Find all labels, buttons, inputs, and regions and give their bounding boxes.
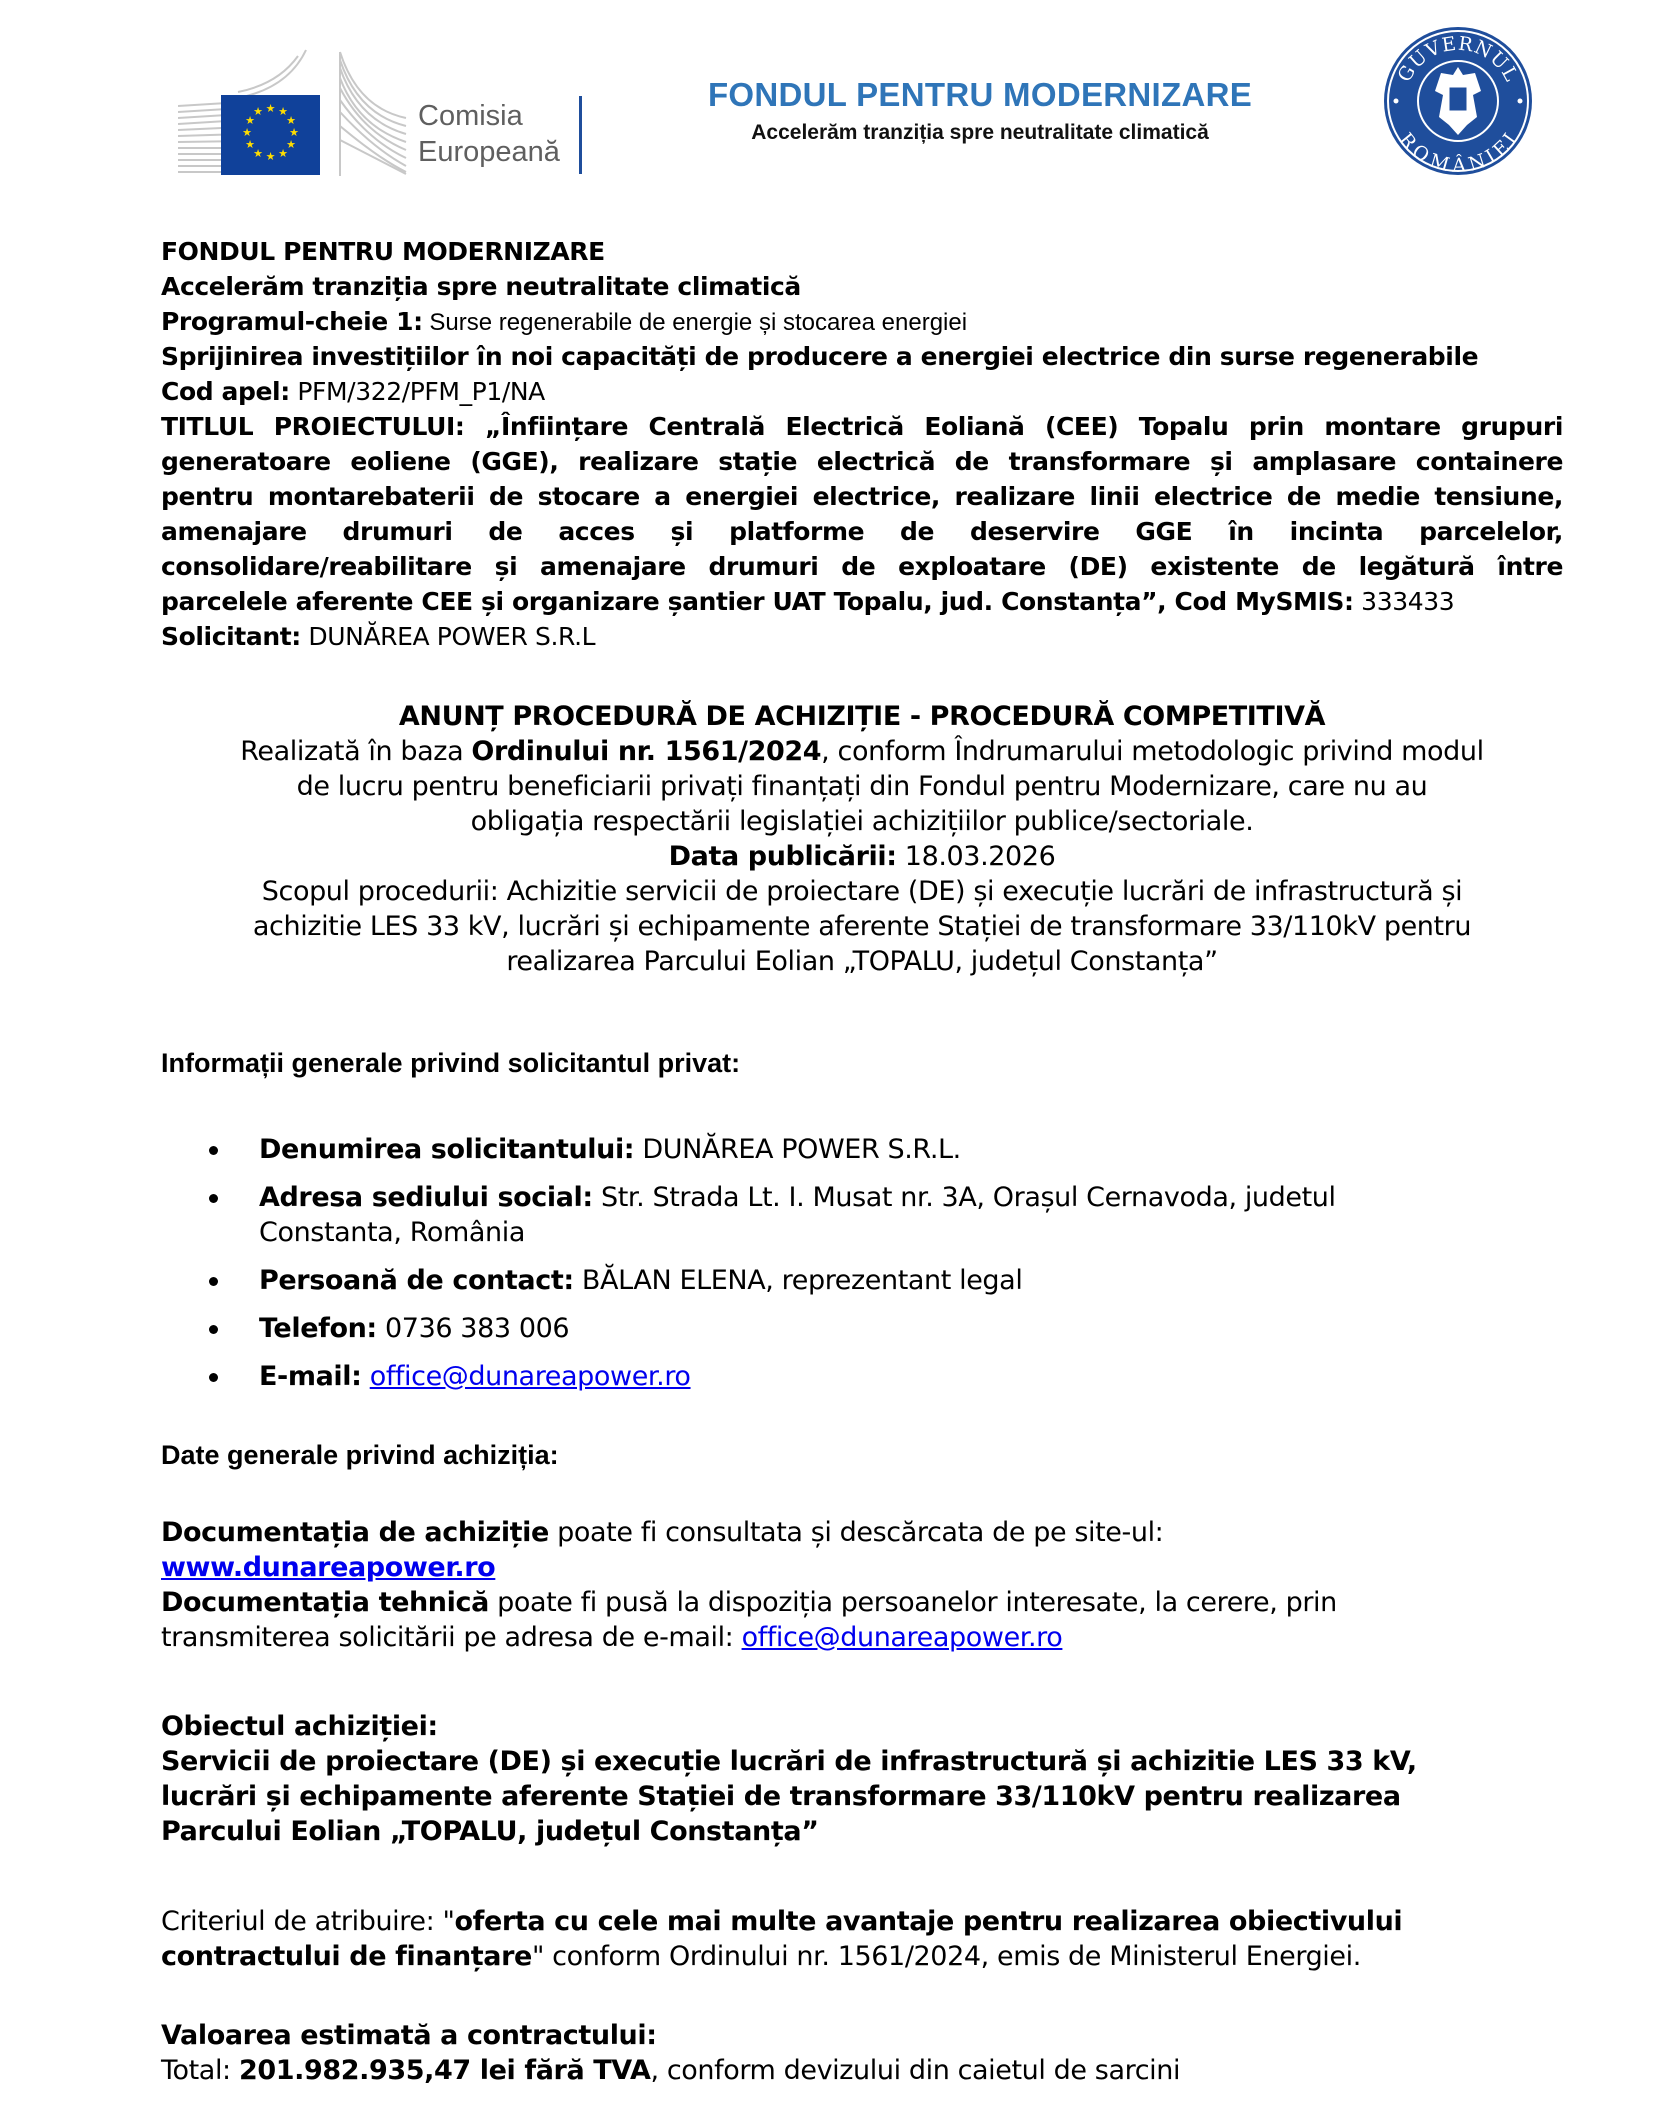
- scope-line-1: Scopul procedurii: Achizitie servicii de proiectare (DE) și execuție lucrări de infrastructură și: [261, 876, 1463, 907]
- value-total: Total: 201.982.935,47 lei fără TVA, conform devizului din caietul de sarcini: [161, 2055, 1181, 2086]
- applicant-info-heading: Informații generale privind solicitantul privat:: [161, 1048, 741, 1078]
- award-criteria: [161, 1904, 1563, 1974]
- list-item-phone: Telefon: 0736 383 006: [161, 1311, 1563, 1346]
- ec-logo-text: Comisia Europeană: [418, 100, 560, 168]
- tech-docs-line: Documentația tehnică poate fi pusă la dispoziția persoanelor interesate, la cerere, prin: [161, 1587, 1337, 1618]
- fund-name: FONDUL PENTRU MODERNIZARE: [161, 237, 605, 266]
- eu-flag-icon: [221, 95, 320, 175]
- european-commission-logo: [178, 48, 588, 176]
- project-title-line-6: parcelele aferente CEE și organizare șantier UAT Topalu, jud. Constanța”, Cod MySMIS: 333433: [161, 587, 1455, 616]
- object-line-3: Parcului Eolian „TOPALU, județul Constanța”: [161, 1816, 819, 1847]
- svg-text:★: ★: [278, 147, 288, 160]
- list-item-company-name: Denumirea solicitantului: DUNĂREA POWER S.R.L.: [161, 1132, 1563, 1167]
- legal-basis-line-2: de lucru pentru beneficiarii privați finanțați din Fondul pentru Modernizare, care nu au: [296, 771, 1428, 802]
- call-code-line: Cod apel: PFM/322/PFM_P1/NA: [161, 377, 545, 406]
- fpm-logo-subtitle: Accelerăm tranziția spre neutralitate climatică: [751, 121, 1209, 144]
- project-title-line-3: pentru montarebaterii de stocare a energiei electrice, realizare linii electrice de medie tensiune,: [161, 482, 1563, 511]
- website-link[interactable]: www.dunareapower.ro: [161, 1552, 496, 1583]
- scope-line-2: achizitie LES 33 kV, lucrări și echipamente aferente Stației de transformare 33/110kV pentru: [252, 911, 1472, 942]
- bullet-icon: [209, 1277, 218, 1286]
- procurement-docs: [161, 1515, 1563, 1655]
- project-title-line-1: TITLUL PROIECTULUI: „Înființare Centrală Electrică Eoliană (CEE) Topalu prin montare grupuri: [161, 412, 1563, 441]
- procurement-heading: Date generale privind achiziția:: [161, 1440, 559, 1470]
- list-item-email: E-mail: office@dunareapower.ro: [161, 1359, 1563, 1394]
- svg-text:★: ★: [242, 126, 252, 139]
- svg-text:★: ★: [245, 138, 255, 151]
- svg-text:★: ★: [286, 138, 296, 151]
- romanian-government-seal-icon: [1383, 25, 1533, 177]
- svg-text:★: ★: [253, 105, 263, 118]
- svg-text:GUVERNUL: GUVERNUL: [1393, 32, 1523, 86]
- tech-docs-line-2: transmiterea solicitării pe adresa de e-mail: office@dunareapower.ro: [161, 1622, 1063, 1653]
- bullet-icon: [209, 1325, 218, 1334]
- docs-line: Documentația de achiziție poate fi consultata și descărcata de pe site-ul:: [161, 1517, 1164, 1548]
- project-title-line-5: consolidare/reabilitare și amenajare drumuri de exploatare (DE) existente de legătură între: [161, 552, 1563, 581]
- project-title-line-4: amenajare drumuri de acces și platforme de deservire GGE în incinta parcelelor,: [161, 517, 1563, 546]
- scope-line-3: realizarea Parcului Eolian „TOPALU, județul Constanța”: [506, 946, 1218, 977]
- list-item-contact-person: Persoană de contact: BĂLAN ELENA, reprezentant legal: [161, 1263, 1563, 1298]
- svg-text:ROMÂNIEI: ROMÂNIEI: [1394, 128, 1522, 177]
- svg-text:★: ★: [278, 105, 288, 118]
- criteria-line-2: contractului de finanțare" conform Ordinului nr. 1561/2024, emis de Ministerul Energiei.: [161, 1941, 1361, 1972]
- project-title-line-2: generatoare eoliene (GGE), realizare stație electrică de transformare și amplasare containere: [161, 447, 1563, 476]
- program-line: Programul-cheie 1: Surse regenerabile de energie și stocarea energiei: [161, 307, 968, 336]
- criteria-line-1: Criteriul de atribuire: "oferta cu cele mai multe avantaje pentru realizarea obiectivului: [161, 1906, 1403, 1937]
- list-item-address: Adresa sediului social: Str. Strada Lt. I. Musat nr. 3A, Orașul Cernavoda, judetul Constanta, România: [161, 1180, 1563, 1250]
- svg-text:★: ★: [245, 114, 255, 127]
- announcement: [161, 699, 1563, 979]
- tech-email-link[interactable]: office@dunareapower.ro: [741, 1622, 1063, 1653]
- applicant-info-list: [161, 1132, 1563, 1394]
- procurement-object: [161, 1709, 1563, 1849]
- svg-text:★: ★: [265, 102, 276, 115]
- bullet-icon: [209, 1146, 218, 1155]
- object-line-1: Servicii de proiectare (DE) și execuție lucrări de infrastructură și achizitie LES 33 kV,: [161, 1746, 1417, 1777]
- value-heading: Valoarea estimată a contractului:: [161, 2020, 657, 2051]
- object-heading: Obiectul achiziției:: [161, 1711, 438, 1742]
- website-line: [161, 1550, 1563, 1585]
- fund-tagline: Accelerăm tranziția spre neutralitate climatică: [161, 272, 801, 301]
- email-link[interactable]: office@dunareapower.ro: [369, 1361, 691, 1392]
- svg-text:★: ★: [253, 147, 263, 160]
- applicant-line: Solicitant: DUNĂREA POWER S.R.L: [161, 622, 596, 651]
- estimated-value: [161, 2018, 1563, 2088]
- project-info: [161, 234, 1563, 654]
- object-line-2: lucrări și echipamente aferente Stației de transformare 33/110kV pentru realizarea: [161, 1781, 1401, 1812]
- ec-logo-divider: [579, 96, 582, 174]
- bullet-icon: [209, 1373, 218, 1382]
- support-line: Sprijinirea investițiilor în noi capacități de producere a energiei electrice din surse regenerabile: [161, 342, 1479, 371]
- publication-date: Data publicării: 18.03.2026: [668, 841, 1056, 872]
- svg-text:★: ★: [265, 150, 276, 163]
- fpm-logo-title: FONDUL PENTRU MODERNIZARE: [707, 76, 1253, 113]
- announcement-heading: ANUNȚ PROCEDURĂ DE ACHIZIȚIE - PROCEDURĂ COMPETITIVĂ: [398, 701, 1326, 732]
- legal-basis-line-1: Realizată în baza Ordinului nr. 1561/2024, conform Îndrumarului metodologic privind modul: [240, 736, 1484, 767]
- svg-text:★: ★: [286, 114, 296, 127]
- bullet-icon: [209, 1194, 218, 1203]
- svg-text:★: ★: [289, 126, 299, 139]
- legal-basis-line-3: obligația respectării legislației achizițiilor publice/sectoriale.: [470, 806, 1254, 837]
